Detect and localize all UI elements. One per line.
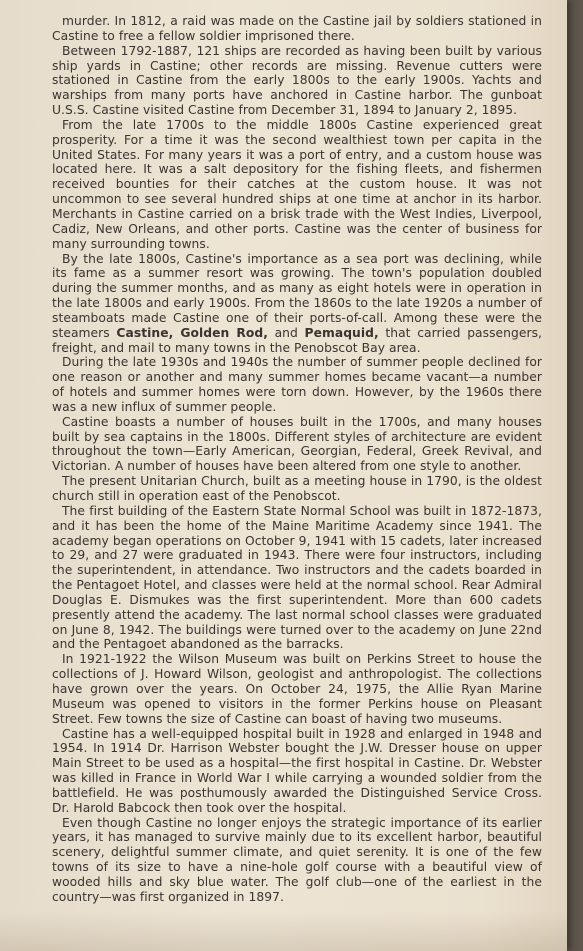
paragraph-unitarian-church: The present Unitarian Church, built as a meeting house in 1790, is the oldest church still in operation east of the Penobscot. <box>52 474 542 503</box>
paragraph-maritime-academy: The first building of the Eastern State Normal School was built in 1872-1873, and it has been the home of the Maine Maritime Academy since 1941. The academy began operations on October 9, 1941 with 15 cadets, later increased to 29, and 27 were graduated in 1943. There were four instructors, including the superintendent, in attendance. Two instructors and the cadets boarded in the Pentagoet Hotel, and classes were held at the normal school. Rear Admiral Douglas E. Dismukes was the first superintendent. More than 600 cadets presently attend the academy. The last normal school classes were graduated on June 8, 1942. The buildings were turned over to the academy on June 22nd and the Pentagoet abandoned as the barracks. <box>52 503 542 652</box>
paragraph-museums: In 1921-1922 the Wilson Museum was built on Perkins Street to house the collections of J. Howard Wilson, geologist and anthropologist. The collections have grown over the years. On October 24, 1975, the Allie Ryan Marine Museum was opened to visitors in the former Perkins house on Pleasant Street. Few towns the size of Castine can boast of having two museums. <box>52 652 542 726</box>
paragraph-hospital: Castine has a well-equipped hospital built in 1928 and enlarged in 1948 and 1954. In 1914 Dr. Harrison Webster bought the J.W. Dresser house on upper Main Street to be used as a hospital—the first hospital in Castine. Dr. Webster was killed in France in World War I while carrying a wounded soldier from the battlefield. He was posthumously awarded the Distinguished Service Cross. Dr. Harold Babcock then took over the hospital. <box>52 726 542 815</box>
body-text <box>52 14 542 905</box>
paragraph-architecture: Castine boasts a number of houses built in the 1700s, and many houses built by sea captains in the 1800s. Different styles of architecture are evident throughout the town—Early American, Georgian, Federal, Greek Revival, and Victorian. A number of houses have been altered from one style to another. <box>52 414 542 474</box>
paragraph-summer-resort <box>52 252 542 356</box>
paragraph-prosperity: From the late 1700s to the middle 1800s Castine experienced great prosperity. For a time it was the second wealthiest town per capita in the United States. For many years it was a port of entry, and a custom house was located here. It was a salt depository for the fishing fleets, and fishermen received bounties for their catches at the custom house. It was not uncommon to see several hundred ships at one time at anchor in its harbor. Merchants in Castine carried on a brisk trade with the West Indies, Liverpool, Cadiz, New Orleans, and other ports. Castine was the center of business for many surrounding towns. <box>52 117 542 251</box>
paragraph-decline: During the late 1930s and 1940s the number of summer people declined for one reason or another and many summer homes became vacant—a number of hotels and summer homes were torn down. However, by the 1960s there was a new influx of summer people. <box>52 355 542 414</box>
paragraph-ship-building: Between 1792-1887, 121 ships are recorded as having been built by various ship yards in Castine; other records are missing. Revenue cutters were stationed in Castine from the early 1800s to the early 1900s. Yachts and warships from many ports have anchored in Castine harbor. The gunboat U.S.S. Castine visited Castine from December 31, 1894 to January 2, 1895. <box>52 43 542 118</box>
steamer-names-2: Pemaquid, <box>304 325 379 340</box>
steamer-and: and <box>267 325 305 340</box>
steamer-names-1: Castine, Golden Rod, <box>116 325 268 340</box>
paragraph-jail-raid: murder. In 1812, a raid was made on the Castine jail by soldiers stationed in Castine to free a fellow soldier imprisoned there. <box>52 14 542 43</box>
summer-resort-text-end: that carried passengers, freight, and mail to many towns in the Penobscot Bay area. <box>52 325 542 355</box>
paragraph-golf: Even though Castine no longer enjoys the strategic importance of its earlier years, it has managed to survive mainly due to its excellent harbor, beautiful scenery, delightful summer climate, and quiet serenity. It is one of the few towns of its size to have a nine-hole golf course with a beautiful view of wooded hills and sky blue water. The golf club—one of the earliest in the country—was first organized in 1897. <box>52 815 542 904</box>
summer-resort-text: By the late 1800s, Castine's importance as a sea port was declining, while its fame as a summer resort was growing. The town's population doubled during the summer months, and as many as eight hotels were in operation in the late 1800s and early 1900s. From the 1860s to the late 1920s a number of steamboats made Castine one of their ports-of-call. Among these were the steamers <box>52 251 542 340</box>
